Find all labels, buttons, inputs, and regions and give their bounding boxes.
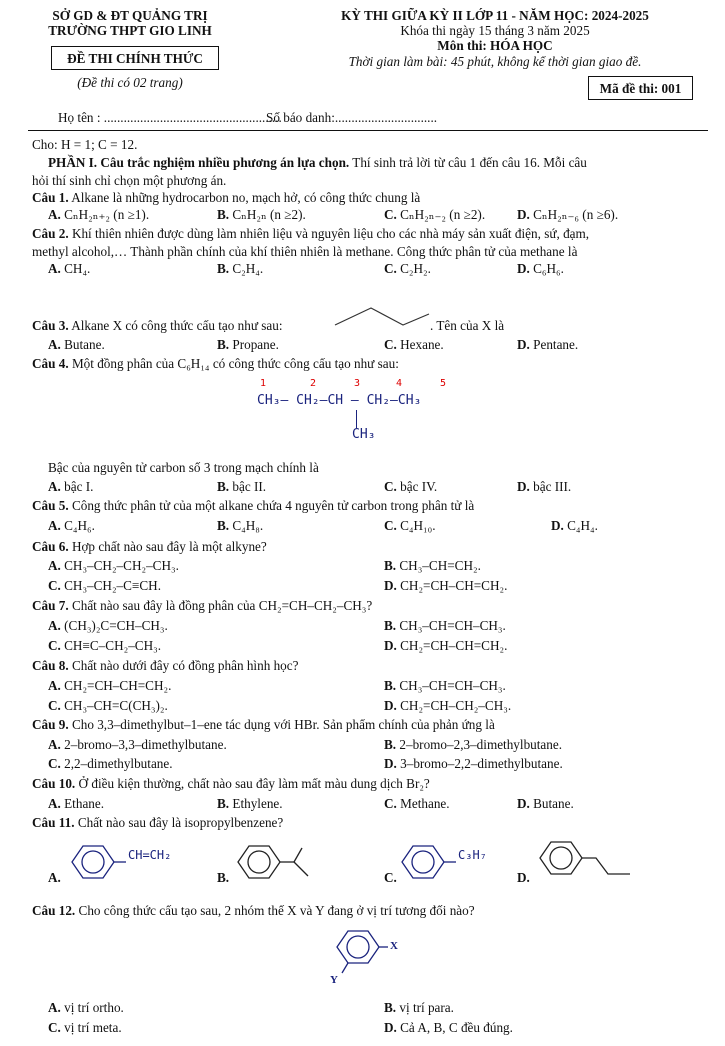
exam-time: Thời gian làm bài: 45 phút, không kể thời gian giao đề. [348, 54, 642, 69]
q2-option-c[interactable]: C. C₂H₂. [384, 261, 431, 276]
q1-option-c[interactable]: C. CₙH₂ₙ₋₂ (n ≥2). [384, 207, 486, 222]
q11-option-d[interactable]: D. [517, 870, 530, 885]
q1-option-a[interactable]: A. CₙH₂ₙ₊₂ (n ≥1). [48, 207, 150, 222]
carbon-number-4: 4 [396, 378, 403, 389]
q11-option-c[interactable]: C. [384, 870, 397, 885]
q11-option-a[interactable]: A. [48, 870, 61, 885]
q10-option-b[interactable]: B. Ethylene. [217, 796, 283, 811]
question-3: Câu 3. Alkane X có công thức cấu tạo như sau: [32, 318, 283, 333]
exam-code: Mã đề thi: 001 [599, 81, 682, 96]
question-8: Câu 8. Chất nào dưới đây có đồng phân hình học? [32, 658, 299, 673]
q3-option-a[interactable]: A. Butane. [48, 337, 105, 352]
q5-option-a[interactable]: A. C₄H₆. [48, 518, 95, 533]
isopropylbenzene-structure [236, 840, 316, 885]
q6-option-c[interactable]: C. CH₃–CH₂–C≡CH. [48, 578, 161, 593]
q4-option-d[interactable]: D. bậc III. [517, 479, 572, 494]
part1-intro [32, 155, 712, 171]
question-5: Câu 5. Công thức phân tử của một alkane chứa 4 nguyên tử carbon trong phân tử là [32, 498, 475, 513]
q4-option-a[interactable]: A. bậc I. [48, 479, 94, 494]
q12-option-b[interactable]: B. vị trí para. [384, 1000, 454, 1015]
school-name: TRƯỜNG THPT GIO LINH [48, 23, 212, 38]
question-2-line2: methyl alcohol,… Thành phần chính của khí thiên nhiên là methane. Công thức phân tử của methane là [32, 244, 578, 259]
question-1: Câu 1. Alkane là những hydrocarbon no, mạch hở, có công thức chung là [32, 190, 421, 205]
official-label: ĐỀ THI CHÍNH THỨC [67, 51, 203, 66]
vinyl-group-label: CH=CH₂ [128, 848, 172, 862]
q8-option-b[interactable]: B. CH₃–CH=CH–CH₃. [384, 678, 506, 693]
q3-option-d[interactable]: D. Pentane. [517, 337, 579, 352]
part1-instr1: Thí sinh trả lời từ câu 1 đến câu 16. Mỗi câu [349, 155, 587, 170]
part1-instr2: hỏi thí sinh chỉ chọn một phương án. [32, 173, 227, 188]
skeletal-formula-butane [333, 300, 433, 330]
q5-option-c[interactable]: C. C₄H₁₀. [384, 518, 436, 533]
student-name-field: Họ tên : ...................................................... [58, 110, 282, 125]
question-4: Câu 4. Một đồng phân của C₆H₁₄ có công thức công cấu tạo như sau: [32, 356, 399, 371]
question-12: Câu 12. Cho công thức cấu tạo sau, 2 nhóm thế X và Y đang ở vị trí tương đối nào? [32, 903, 475, 918]
q9-option-c[interactable]: C. 2,2–dimethylbutane. [48, 756, 173, 771]
q10-option-c[interactable]: C. Methane. [384, 796, 450, 811]
q10-option-d[interactable]: D. Butane. [517, 796, 574, 811]
carbon-number-1: 1 [260, 378, 267, 389]
q2-option-d[interactable]: D. C₆H₆. [517, 261, 564, 276]
q2-option-b[interactable]: B. C₂H₄. [217, 261, 264, 276]
substituent-y-label: Y [330, 974, 338, 986]
q6-option-d[interactable]: D. CH₂=CH–CH=CH₂. [384, 578, 508, 593]
header-divider [28, 130, 708, 131]
carbon-number-5: 5 [440, 378, 447, 389]
school-dept: SỞ GD & ĐT QUẢNG TRỊ [52, 8, 208, 23]
c3h7-group-label: C₃H₇ [458, 848, 487, 862]
q8-option-d[interactable]: D. CH₂=CH–CH₂–CH₃. [384, 698, 512, 713]
structural-formula-branch: CH₃ [352, 427, 376, 442]
substituent-x-label: X [390, 940, 398, 952]
q12-option-d[interactable]: D. Cả A, B, C đều đúng. [384, 1020, 513, 1035]
structural-formula-main: CH₃— CH₂—CH — CH₂—CH₃ [257, 393, 422, 408]
q7-option-d[interactable]: D. CH₂=CH–CH=CH₂. [384, 638, 508, 653]
propylbenzene-structure [538, 836, 633, 881]
question-9: Câu 9. Cho 3,3–dimethylbut–1–ene tác dụng với HBr. Sản phẩm chính của phản ứng là [32, 717, 495, 732]
q12-option-c[interactable]: C. vị trí meta. [48, 1020, 122, 1035]
q5-option-b[interactable]: B. C₄H₈. [217, 518, 264, 533]
q9-option-b[interactable]: B. 2–bromo–2,3–dimethylbutane. [384, 737, 563, 752]
carbon-number-2: 2 [310, 378, 317, 389]
q3-option-b[interactable]: B. Propane. [217, 337, 279, 352]
exam-subject: Môn thi: HÓA HỌC [437, 38, 553, 53]
carbon-number-3: 3 [354, 378, 361, 389]
q6-option-b[interactable]: B. CH₃–CH=CH₂. [384, 558, 481, 573]
question-7: Câu 7. Chất nào sau đây là đồng phân của CH₂=CH–CH₂–CH₃? [32, 598, 373, 613]
exam-date: Khóa thi ngày 15 tháng 3 năm 2025 [400, 23, 590, 38]
styrene-structure [70, 840, 130, 885]
q4-option-b[interactable]: B. bậc II. [217, 479, 267, 494]
question-6: Câu 6. Hợp chất nào sau đây là một alkyne? [32, 539, 267, 554]
q1-option-b[interactable]: B. CₙH₂ₙ (n ≥2). [217, 207, 306, 222]
question-2: Câu 2. Khí thiên nhiên được dùng làm nhiên liệu và nguyên liệu cho các nhà máy sản xuất điện, sứ, đạm, [32, 226, 590, 241]
student-id-field: Số báo danh:............................... [266, 110, 438, 125]
branch-bond [356, 410, 357, 428]
q6-option-a[interactable]: A. CH₃–CH₂–CH₂–CH₃. [48, 558, 179, 573]
question-4-line2: Bậc của nguyên tử carbon số 3 trong mạch chính là [48, 460, 319, 475]
q1-option-d[interactable]: D. CₙH₂ₙ₋₆ (n ≥6). [517, 207, 619, 222]
question-11: Câu 11. Chất nào sau đây là isopropylbenzene? [32, 815, 284, 830]
q8-option-c[interactable]: C. CH₃–CH=C(CH₃)₂. [48, 698, 168, 713]
pages-note: (Đề thi có 02 trang) [77, 75, 183, 90]
propylbenzene-formula-structure [400, 840, 460, 885]
part1-title: PHẦN I. Câu trắc nghiệm nhiều phương án lựa chọn. [48, 155, 350, 170]
question-3-tail: . Tên của X là [430, 318, 505, 333]
exam-title: KỲ THI GIỮA KỲ II LỚP 11 - NĂM HỌC: 2024-2025 [341, 8, 649, 23]
q7-option-c[interactable]: C. CH≡C–CH₂–CH₃. [48, 638, 161, 653]
q5-option-d[interactable]: D. C₄H₄. [551, 518, 598, 533]
q10-option-a[interactable]: A. Ethane. [48, 796, 105, 811]
q9-option-d[interactable]: D. 3–bromo–2,2–dimethylbutane. [384, 756, 563, 771]
q7-option-b[interactable]: B. CH₃–CH=CH–CH₃. [384, 618, 506, 633]
disubstituted-benzene-structure [330, 925, 420, 985]
q3-option-c[interactable]: C. Hexane. [384, 337, 444, 352]
q2-option-a[interactable]: A. CH₄. [48, 261, 91, 276]
question-10: Câu 10. Ở điều kiện thường, chất nào sau đây làm mất màu dung dịch Br₂? [32, 776, 430, 791]
q9-option-a[interactable]: A. 2–bromo–3,3–dimethylbutane. [48, 737, 227, 752]
given-data: Cho: H = 1; C = 12. [32, 137, 138, 152]
q12-option-a[interactable]: A. vị trí ortho. [48, 1000, 124, 1015]
q11-option-b[interactable]: B. [217, 870, 230, 885]
q8-option-a[interactable]: A. CH₂=CH–CH=CH₂. [48, 678, 172, 693]
q4-option-c[interactable]: C. bậc IV. [384, 479, 438, 494]
q7-option-a[interactable]: A. (CH₃)₂C=CH–CH₃. [48, 618, 168, 633]
